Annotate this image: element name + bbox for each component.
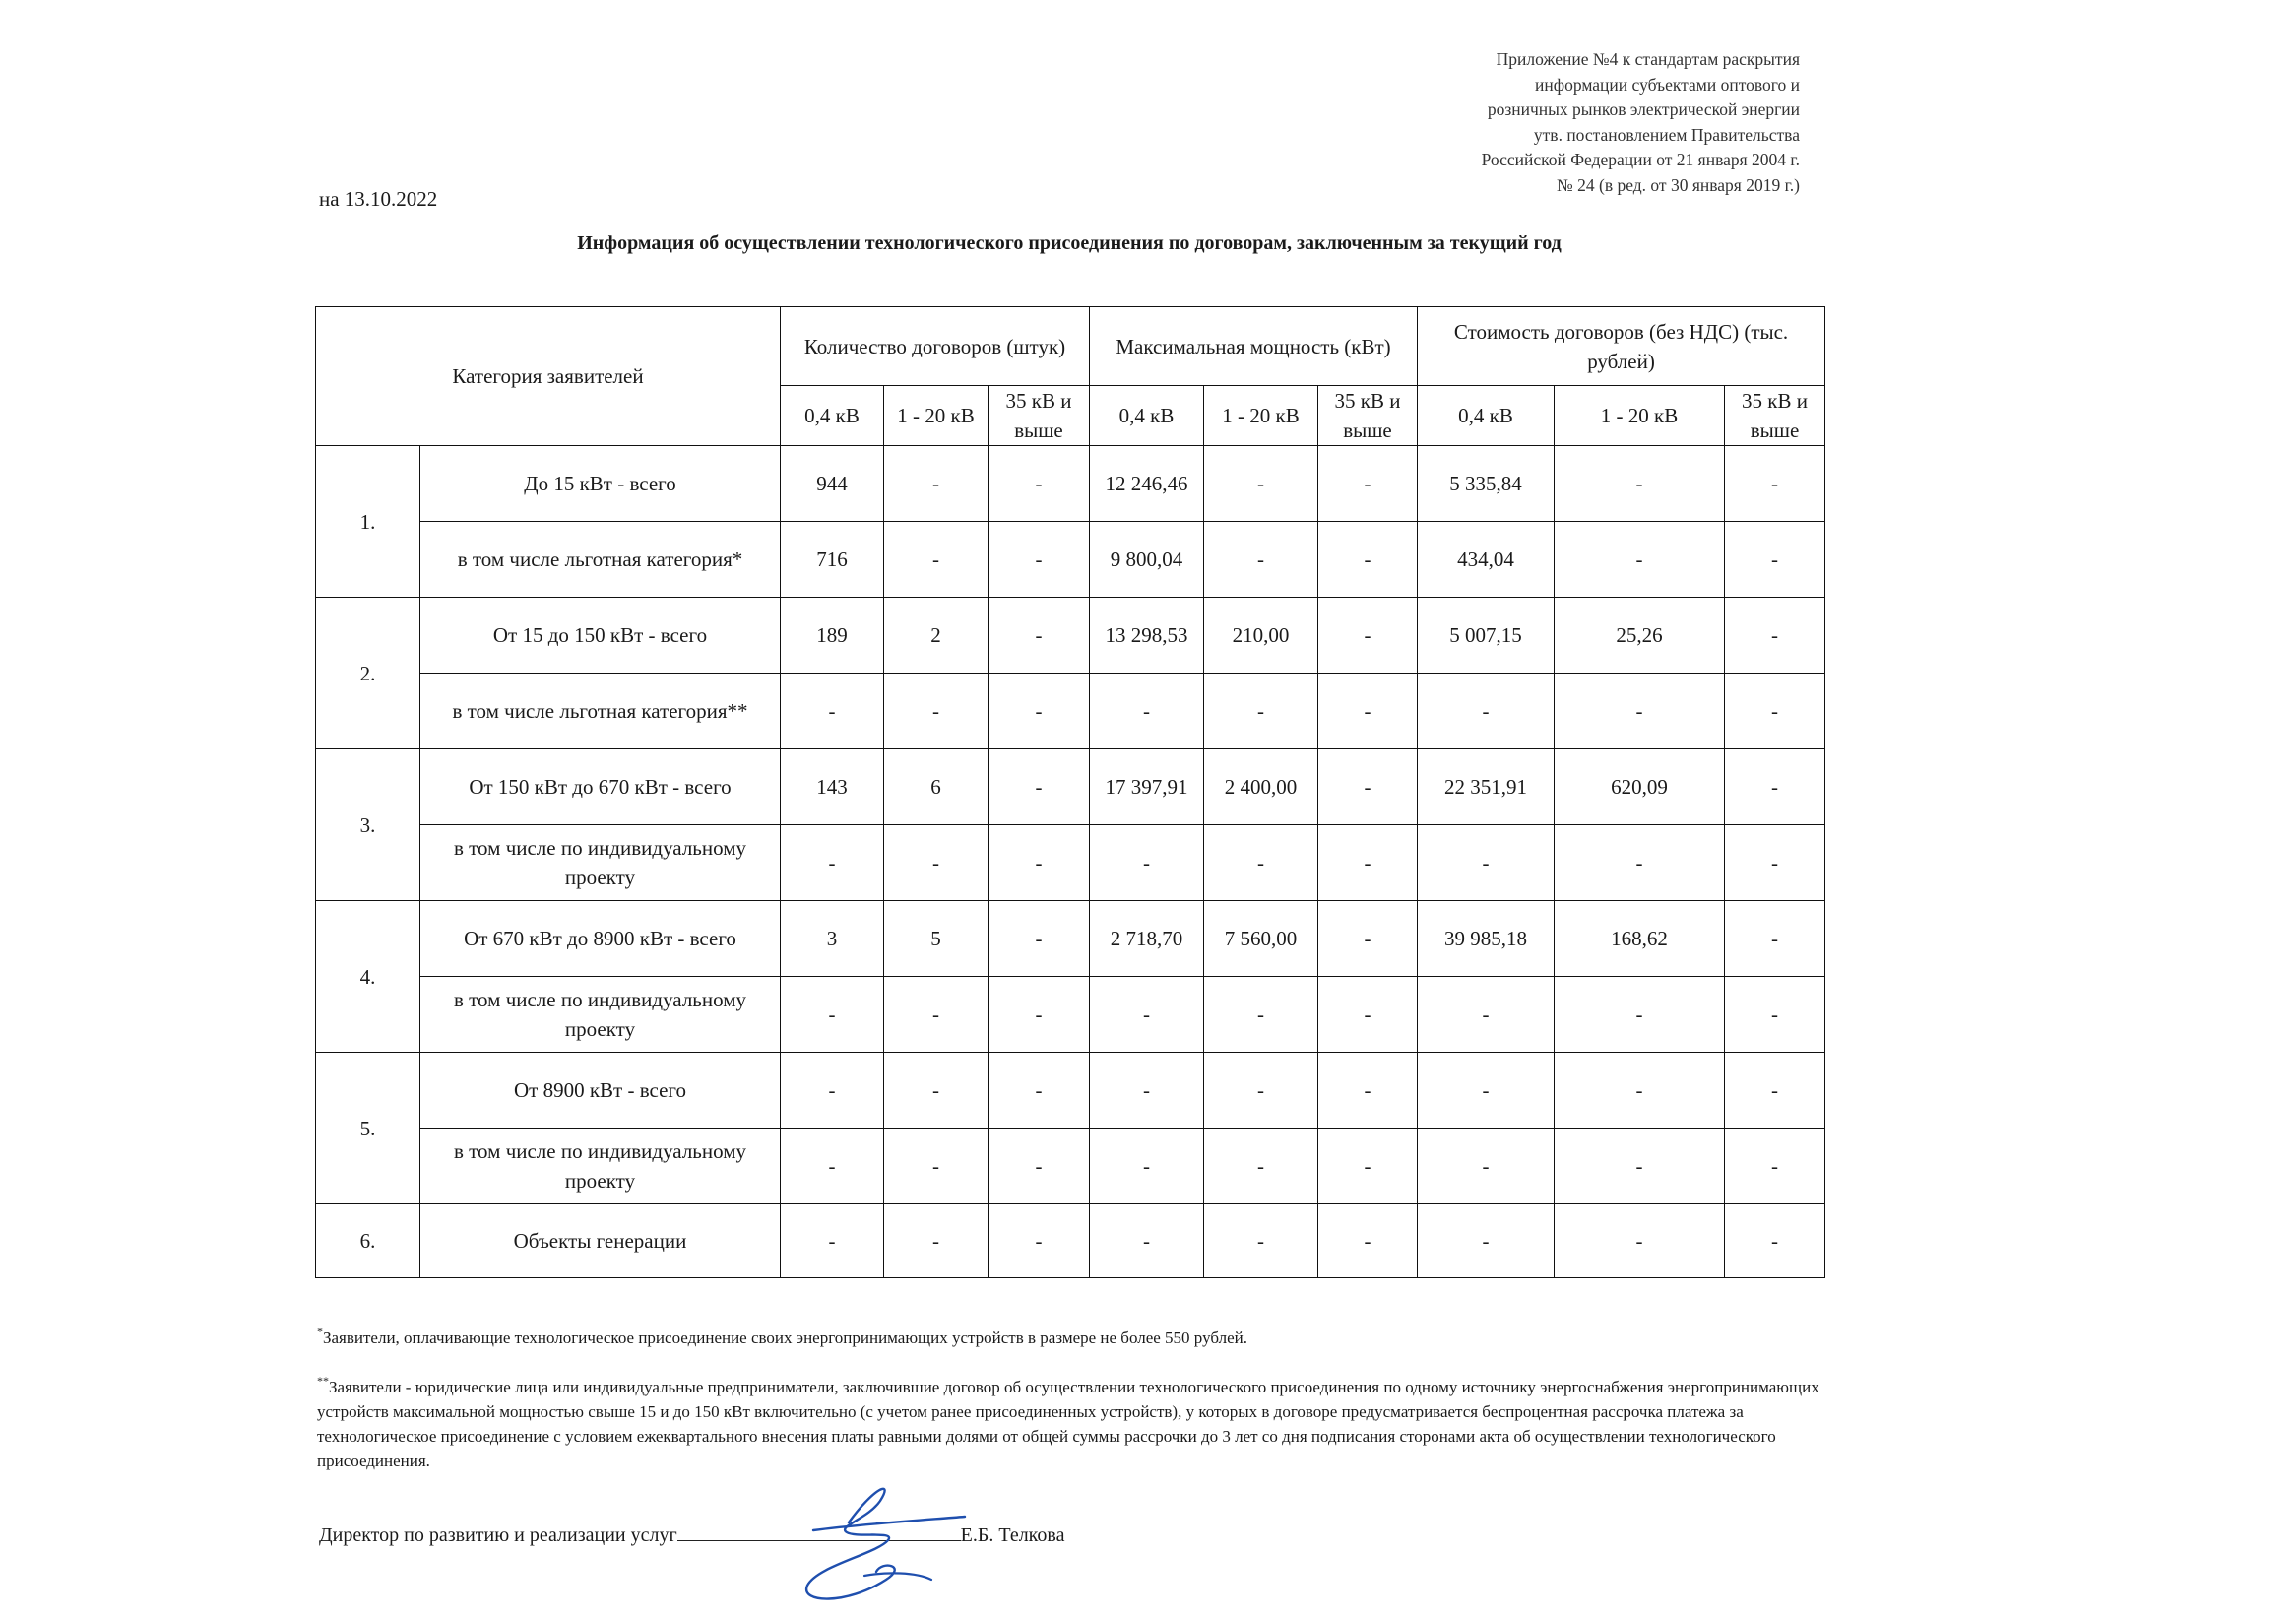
table-row <box>316 598 1825 674</box>
cell-contracts-35kv: - <box>989 825 1090 901</box>
cell-cost-04kv: - <box>1418 1053 1555 1129</box>
cell-cost-1-20kv: 620,09 <box>1555 749 1725 825</box>
header-line: Приложение №4 к стандартам раскрытия <box>1496 49 1800 69</box>
group-header-cost: Стоимость договоров (без НДС) (тыс. рублей) <box>1418 307 1825 386</box>
table-row <box>316 674 1825 749</box>
cell-cost-04kv: - <box>1418 977 1555 1053</box>
category-name: От 15 до 150 кВт - всего <box>420 598 781 674</box>
cell-cost-1-20kv: 168,62 <box>1555 901 1725 977</box>
row-number: 3. <box>316 749 420 901</box>
category-header: Категория заявителей <box>316 307 781 446</box>
category-name: в том числе льготная категория** <box>420 674 781 749</box>
category-name: в том числе по индивидуальному проекту <box>420 825 781 901</box>
row-number: 1. <box>316 446 420 598</box>
cell-power-1-20kv: - <box>1204 522 1318 598</box>
group-header-contracts: Количество договоров (штук) <box>781 307 1090 386</box>
cell-cost-1-20kv: - <box>1555 446 1725 522</box>
cell-contracts-1-20kv: 5 <box>884 901 989 977</box>
cell-contracts-35kv: - <box>989 674 1090 749</box>
category-name: От 150 кВт до 670 кВт - всего <box>420 749 781 825</box>
table-row <box>316 1053 1825 1129</box>
cell-contracts-04kv: - <box>781 977 884 1053</box>
cell-power-04kv: - <box>1090 977 1204 1053</box>
cell-power-35kv: - <box>1318 977 1418 1053</box>
footnote-text: Заявители, оплачивающие технологическое присоединение своих энергопринимающих устройств в размере не более 550 рублей. <box>323 1328 1247 1347</box>
header-line: № 24 (в ред. от 30 января 2019 г.) <box>1557 174 1800 195</box>
footnote-mark: ** <box>317 1374 329 1388</box>
cell-power-35kv: - <box>1318 598 1418 674</box>
cell-power-1-20kv: - <box>1204 446 1318 522</box>
cell-contracts-1-20kv: - <box>884 446 989 522</box>
cell-contracts-04kv: - <box>781 1129 884 1204</box>
cell-power-1-20kv: 210,00 <box>1204 598 1318 674</box>
sub-header: 0,4 кВ <box>781 386 884 446</box>
sub-header: 35 кВ и выше <box>989 386 1090 446</box>
cell-power-04kv: 17 397,91 <box>1090 749 1204 825</box>
cell-cost-1-20kv: - <box>1555 825 1725 901</box>
cell-power-04kv: - <box>1090 1204 1204 1278</box>
cell-contracts-1-20kv: - <box>884 1053 989 1129</box>
group-header-power: Максимальная мощность (кВт) <box>1090 307 1418 386</box>
cell-cost-1-20kv: - <box>1555 977 1725 1053</box>
category-name: До 15 кВт - всего <box>420 446 781 522</box>
cell-contracts-35kv: - <box>989 901 1090 977</box>
cell-contracts-04kv: - <box>781 825 884 901</box>
table-row <box>316 1129 1825 1204</box>
category-name: в том числе по индивидуальному проекту <box>420 1129 781 1204</box>
row-number: 4. <box>316 901 420 1053</box>
footnote-2 <box>317 1375 1823 1473</box>
cell-cost-1-20kv: - <box>1555 1204 1725 1278</box>
cell-contracts-04kv: 3 <box>781 901 884 977</box>
cell-cost-04kv: 5 007,15 <box>1418 598 1555 674</box>
cell-cost-35kv: - <box>1725 901 1825 977</box>
cell-contracts-35kv: - <box>989 446 1090 522</box>
cell-contracts-04kv: 716 <box>781 522 884 598</box>
cell-contracts-1-20kv: - <box>884 1204 989 1278</box>
table-row <box>316 977 1825 1053</box>
cell-contracts-1-20kv: 2 <box>884 598 989 674</box>
cell-power-04kv: 13 298,53 <box>1090 598 1204 674</box>
cell-cost-35kv: - <box>1725 1129 1825 1204</box>
cell-power-1-20kv: - <box>1204 1204 1318 1278</box>
cell-power-04kv: - <box>1090 1053 1204 1129</box>
cell-power-1-20kv: - <box>1204 825 1318 901</box>
document-title: Информация об осуществлении технологического присоединения по договорам, заключенным за текущий год <box>577 232 1562 254</box>
category-name: От 8900 кВт - всего <box>420 1053 781 1129</box>
cell-contracts-04kv: 189 <box>781 598 884 674</box>
cell-contracts-35kv: - <box>989 1053 1090 1129</box>
cell-contracts-04kv: 944 <box>781 446 884 522</box>
cell-cost-35kv: - <box>1725 446 1825 522</box>
sub-header: 1 - 20 кВ <box>1204 386 1318 446</box>
cell-power-04kv: 9 800,04 <box>1090 522 1204 598</box>
cell-contracts-1-20kv: 6 <box>884 749 989 825</box>
cell-cost-35kv: - <box>1725 825 1825 901</box>
cell-cost-35kv: - <box>1725 749 1825 825</box>
cell-cost-04kv: 39 985,18 <box>1418 901 1555 977</box>
cell-cost-35kv: - <box>1725 977 1825 1053</box>
cell-power-04kv: - <box>1090 825 1204 901</box>
header-line: розничных рынков электрической энергии <box>1487 99 1800 120</box>
sub-header: 0,4 кВ <box>1418 386 1555 446</box>
cell-contracts-35kv: - <box>989 522 1090 598</box>
header-line: Российской Федерации от 21 января 2004 г. <box>1481 150 1800 170</box>
table-row <box>316 446 1825 522</box>
report-date: на 13.10.2022 <box>319 187 438 211</box>
cell-cost-35kv: - <box>1725 1053 1825 1129</box>
signer-position: Директор по развитию и реализации услуг <box>319 1524 677 1546</box>
signer-name: Е.Б. Телкова <box>960 1524 1065 1546</box>
sub-header: 1 - 20 кВ <box>884 386 989 446</box>
row-number: 6. <box>316 1204 420 1278</box>
cell-power-35kv: - <box>1318 1053 1418 1129</box>
cell-contracts-04kv: 143 <box>781 749 884 825</box>
cell-contracts-35kv: - <box>989 1129 1090 1204</box>
connections-table <box>315 306 1825 1278</box>
sub-header: 1 - 20 кВ <box>1555 386 1725 446</box>
sub-header: 35 кВ и выше <box>1725 386 1825 446</box>
table-body <box>316 446 1825 1278</box>
cell-contracts-04kv: - <box>781 1053 884 1129</box>
cell-cost-04kv: - <box>1418 825 1555 901</box>
header-line: информации субъектами оптового и <box>1535 74 1800 95</box>
cell-power-35kv: - <box>1318 522 1418 598</box>
cell-power-35kv: - <box>1318 1129 1418 1204</box>
cell-contracts-04kv: - <box>781 674 884 749</box>
table-row <box>316 901 1825 977</box>
row-number: 5. <box>316 1053 420 1204</box>
category-name: От 670 кВт до 8900 кВт - всего <box>420 901 781 977</box>
cell-power-1-20kv: - <box>1204 977 1318 1053</box>
cell-power-1-20kv: - <box>1204 674 1318 749</box>
cell-cost-04kv: 22 351,91 <box>1418 749 1555 825</box>
cell-power-1-20kv: 2 400,00 <box>1204 749 1318 825</box>
row-number: 2. <box>316 598 420 749</box>
cell-contracts-1-20kv: - <box>884 825 989 901</box>
cell-contracts-35kv: - <box>989 598 1090 674</box>
cell-contracts-1-20kv: - <box>884 674 989 749</box>
cell-contracts-1-20kv: - <box>884 522 989 598</box>
cell-cost-04kv: 434,04 <box>1418 522 1555 598</box>
footnote-text: Заявители - юридические лица или индивидуальные предприниматели, заключившие договор об осуществлении технологического присоединения по одному источнику энергоснабжения энергопринимающих устройств максимальной мощностью свыше 15 и до 150 кВт включительно (с учетом ранее присоединенных устройств), у которых в договоре предусматривается беспроцентная рассрочка платежа за технологическое присоединение с условием ежеквартального внесения платы равными долями от общей суммы рассрочки до 3 лет со дня подписания сторонами акта об осуществлении технологического присоединения. <box>317 1378 1819 1470</box>
footnote-mark: * <box>317 1325 323 1338</box>
cell-power-1-20kv: 7 560,00 <box>1204 901 1318 977</box>
cell-power-35kv: - <box>1318 1204 1418 1278</box>
cell-cost-1-20kv: - <box>1555 522 1725 598</box>
cell-power-1-20kv: - <box>1204 1053 1318 1129</box>
cell-contracts-35kv: - <box>989 1204 1090 1278</box>
table-row <box>316 522 1825 598</box>
cell-cost-04kv: - <box>1418 1129 1555 1204</box>
cell-power-04kv: - <box>1090 1129 1204 1204</box>
cell-power-35kv: - <box>1318 901 1418 977</box>
footnote-1 <box>317 1326 1823 1350</box>
cell-contracts-35kv: - <box>989 749 1090 825</box>
cell-cost-1-20kv: - <box>1555 1129 1725 1204</box>
cell-contracts-1-20kv: - <box>884 977 989 1053</box>
handwritten-signature <box>778 1477 975 1615</box>
cell-contracts-1-20kv: - <box>884 1129 989 1204</box>
cell-power-35kv: - <box>1318 749 1418 825</box>
cell-power-35kv: - <box>1318 825 1418 901</box>
cell-cost-04kv: - <box>1418 1204 1555 1278</box>
document-header <box>1482 47 1800 199</box>
category-name: в том числе льготная категория* <box>420 522 781 598</box>
category-name: Объекты генерации <box>420 1204 781 1278</box>
header-line: утв. постановлением Правительства <box>1533 124 1800 145</box>
cell-power-04kv: - <box>1090 674 1204 749</box>
cell-cost-35kv: - <box>1725 1204 1825 1278</box>
cell-cost-35kv: - <box>1725 674 1825 749</box>
cell-power-04kv: 2 718,70 <box>1090 901 1204 977</box>
cell-contracts-04kv: - <box>781 1204 884 1278</box>
cell-power-35kv: - <box>1318 446 1418 522</box>
cell-cost-35kv: - <box>1725 522 1825 598</box>
cell-cost-04kv: 5 335,84 <box>1418 446 1555 522</box>
table-row <box>316 749 1825 825</box>
cell-cost-1-20kv: 25,26 <box>1555 598 1725 674</box>
cell-power-35kv: - <box>1318 674 1418 749</box>
cell-power-1-20kv: - <box>1204 1129 1318 1204</box>
table-row <box>316 825 1825 901</box>
sub-header: 0,4 кВ <box>1090 386 1204 446</box>
cell-contracts-35kv: - <box>989 977 1090 1053</box>
table-row <box>316 1204 1825 1278</box>
cell-cost-1-20kv: - <box>1555 674 1725 749</box>
cell-cost-35kv: - <box>1725 598 1825 674</box>
cell-cost-04kv: - <box>1418 674 1555 749</box>
category-name: в том числе по индивидуальному проекту <box>420 977 781 1053</box>
cell-cost-1-20kv: - <box>1555 1053 1725 1129</box>
cell-power-04kv: 12 246,46 <box>1090 446 1204 522</box>
sub-header: 35 кВ и выше <box>1318 386 1418 446</box>
